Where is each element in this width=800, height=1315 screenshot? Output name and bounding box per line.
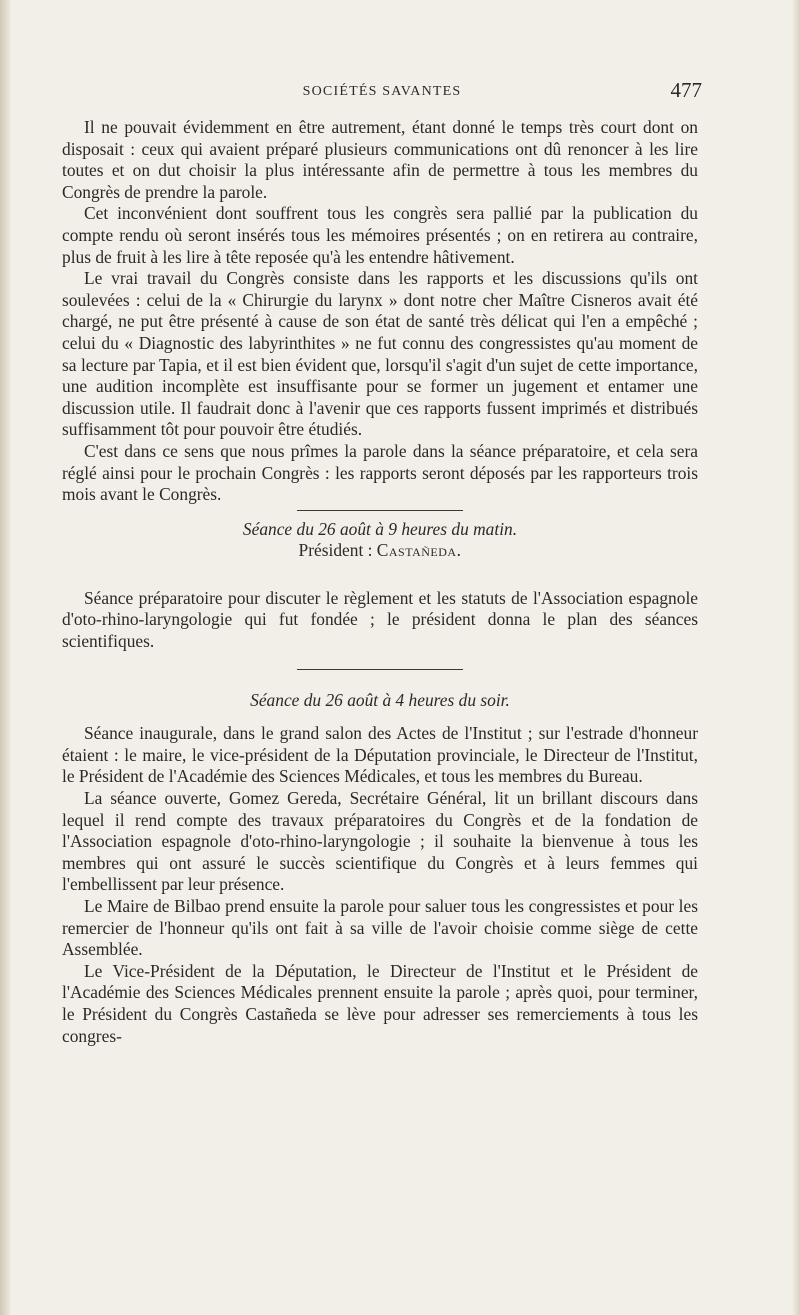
running-head: SOCIÉTÉS SAVANTES: [302, 84, 462, 99]
seance-title: Séance du 26 août à 9 heures du matin.: [242, 518, 518, 539]
paragraph: La séance ouverte, Gomez Gereda, Secrétaire Général, lit un brillant discours dans lequel il rend compte des travaux préparatoires du Congrès et de la fondation de l'Association espagnole d'oto-rhino-laryngologie ; il souhaite la bienvenue à tous les membres qui ont assuré le succès scientifique du Congrès et à leurs femmes qui l'embellissent par leur présence.: [62, 788, 698, 895]
section-divider: [297, 669, 463, 670]
page-edge-left: [0, 0, 10, 1315]
seance-title: Séance du 26 août à 4 heures du soir.: [250, 689, 510, 710]
paragraph: Cet inconvénient dont souffrent tous les congrès sera pallié par la publication du compte rendu où seront insérés tous les mémoires présentés ; on en retirera au contraire, plus de fruit à les lire à tête reposée qu'à les entendre hâtivement.: [62, 203, 698, 267]
seance-president: [62, 540, 698, 562]
paragraph: Le Maire de Bilbao prend ensuite la parole pour saluer tous les congressistes et pour les remercier de l'honneur qu'ils ont fait à sa ville de l'avoir choisie comme siège de cette Assemblée.: [62, 896, 698, 960]
paragraph: C'est dans ce sens que nous prîmes la parole dans la séance préparatoire, et cela sera réglé ainsi pour le prochain Congrès : les rapports seront déposés par les rapporteurs trois mois avant le Congrès.: [62, 440, 698, 505]
page-number: 477: [670, 78, 702, 102]
paragraph: Le vrai travail du Congrès consiste dans les rapports et les discussions qu'ils ont soulevées : celui de la « Chirurgie du larynx » dont notre cher Maître Cisneros avait été chargé, ne put être présenté à cause de son état de santé très délicat qui l'en a empêché ; celui du « Diagnostic des labyrinthites » ne fut connu des congressistes qu'au moment de sa lecture par Tapia, et il est bien évident que, lorsqu'il s'agit d'un sujet de cette importance, une audition incomplète est insuffisante pour se former un jugement et entamer une discussion utile. Il faudrait donc à l'avenir que ces rapports fussent imprimés et distribués suffisamment tôt pour pouvoir être étudiés.: [62, 268, 698, 440]
page-body: [62, 117, 698, 1047]
president-name: Castañeda.: [376, 540, 462, 561]
paragraph: Séance inaugurale, dans le grand salon des Actes de l'Institut ; sur l'estrade d'honneur étaient : le maire, le vice-président de la Députation provinciale, le Directeur de l'Institut, le Président de l'Académie des Sciences Médicales, et tous les membres du Bureau.: [62, 723, 698, 787]
president-label: Président :: [298, 540, 377, 561]
page-header: [62, 78, 702, 104]
paragraph: Il ne pouvait évidemment en être autrement, étant donné le temps très court dont on disposait : ceux qui avaient préparé plusieurs communications ont dû renoncer à les lire toutes et on dut choisir la plus intéressante afin de permettre à tous les membres du Congrès de prendre la parole.: [62, 117, 698, 202]
section-divider: [297, 510, 463, 511]
page-edge-right: [792, 0, 800, 1315]
paragraph: Le Vice-Président de la Députation, le Directeur de l'Institut et le Président de l'Académie des Sciences Médicales prennent ensuite la parole ; après quoi, pour terminer, le Président du Congrès Castañeda se lève pour adresser ses remerciements à tous les congres-: [62, 960, 698, 1046]
paragraph: Séance préparatoire pour discuter le règlement et les statuts de l'Association espagnole d'oto-rhino-laryngologie qui fut fondée ; le président donna le plan des séances scientifiques.: [62, 587, 698, 652]
